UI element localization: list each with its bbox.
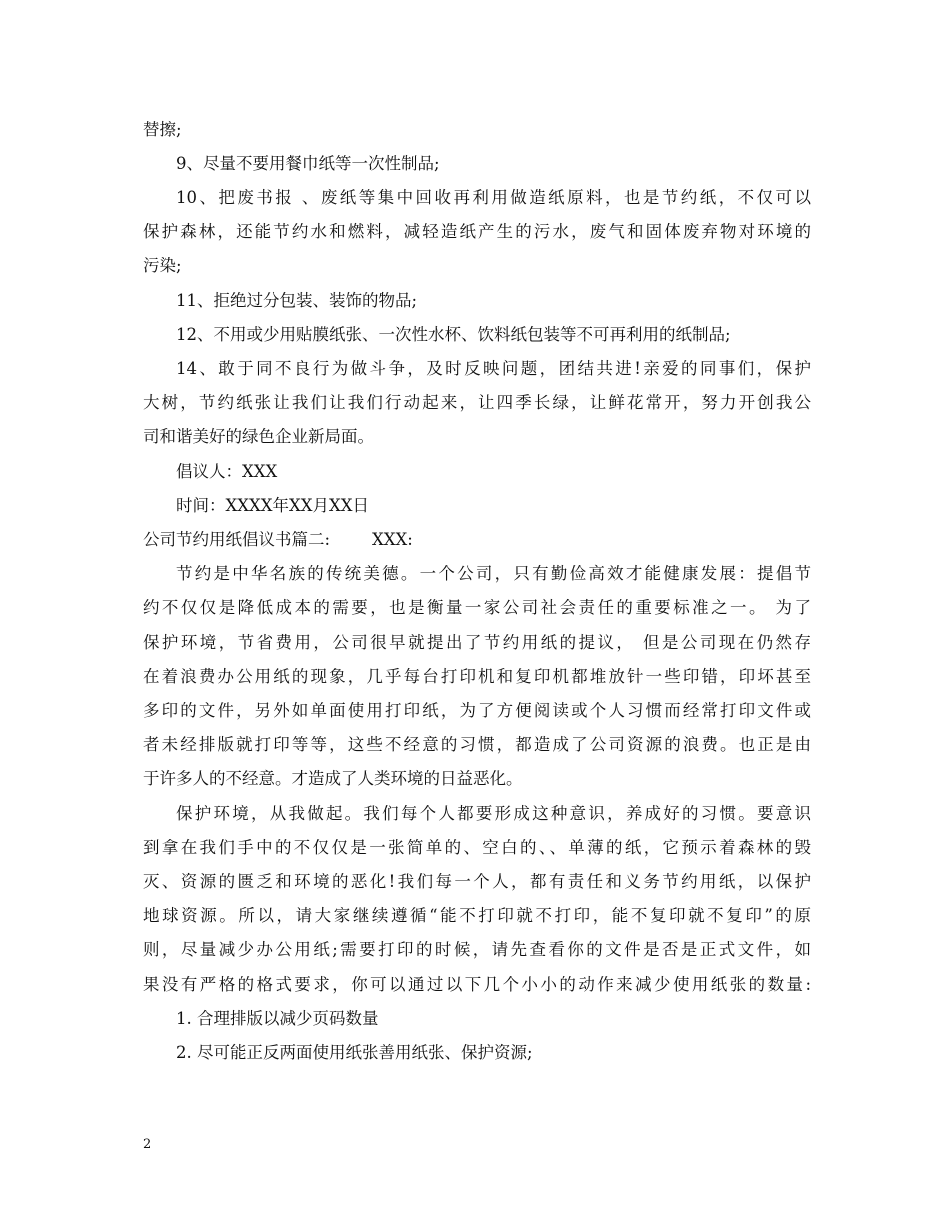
list-item: 1. 合理排版以减少页码数量 bbox=[176, 1009, 379, 1028]
text-line: 污染; bbox=[143, 256, 182, 275]
text-line: 大树，节约纸张让我们让我们行动起来，让四季长绿，让鲜花常开，努力开创我公 bbox=[143, 393, 811, 412]
text-line: 者未经排版就打印等等，这些不经意的习惯，都造成了公司资源的浪费。也正是由 bbox=[143, 735, 811, 754]
text-line: 到拿在我们手中的不仅仅是一张简单的、空白的、、单薄的纸，它预示着森林的毁 bbox=[143, 838, 811, 857]
text-line: 约不仅仅是降低成本的需要，也是衡量一家公司社会责任的重要标准之一。 为了 bbox=[143, 598, 811, 617]
text-line: 替擦; bbox=[143, 120, 182, 139]
page-number: 2 bbox=[143, 1137, 152, 1152]
list-item: 2. 尽可能正反两面使用纸张善用纸张、保护资源; bbox=[176, 1043, 533, 1062]
text-line: 司和谐美好的绿色企业新局面。 bbox=[143, 427, 374, 446]
text-line: 多印的文件，另外如单面使用打印纸，为了方便阅读或个人习惯而经常打印文件或 bbox=[143, 701, 811, 720]
section-heading: 公司节约用纸倡议书篇二: XXX: bbox=[143, 530, 413, 549]
text-line: 保护森林，还能节约水和燃料，减轻造纸产生的污水，废气和固体废弃物对环境的 bbox=[143, 222, 811, 241]
text-line: 在着浪费办公用纸的现象，几乎每台打印机和复印机都堆放针一些印错，印坏甚至 bbox=[143, 667, 811, 686]
text-line: 时间：XXXX年XX月XX日 bbox=[176, 496, 369, 515]
text-line: 灭、资源的匮乏和环境的恶化!我们每一个人，都有责任和义务节约用纸，以保护 bbox=[143, 872, 811, 891]
text-line: 10、把废书报 、废纸等集中回收再利用做造纸原料，也是节约纸，不仅可以 bbox=[176, 188, 811, 207]
text-line: 则，尽量减少办公用纸;需要打印的时候，请先查看你的文件是否是正式文件，如 bbox=[143, 940, 811, 959]
text-line: 12、不用或少用贴膜纸张、一次性水杯、饮料纸包装等不可再利用的纸制品; bbox=[176, 325, 731, 344]
text-line: 9、尽量不要用餐巾纸等一次性制品; bbox=[176, 154, 440, 173]
text-line: 保护环境，节省费用，公司很早就提出了节约用纸的提议， 但是公司现在仍然存 bbox=[143, 633, 811, 652]
text-line: 地球资源。所以，请大家继续遵循“能不打印就不打印，能不复印就不复印”的原 bbox=[143, 906, 811, 925]
text-line: 果没有严格的格式要求，你可以通过以下几个小小的动作来减少使用纸张的数量: bbox=[143, 975, 811, 994]
text-line: 11、拒绝过分包装、装饰的物品; bbox=[176, 291, 418, 310]
text-line: 保护环境，从我做起。我们每个人都要形成这种意识，养成好的习惯。要意识 bbox=[176, 804, 811, 823]
text-line: 节约是中华名族的传统美德。一个公司，只有勤俭高效才能健康发展：提倡节 bbox=[176, 564, 811, 583]
text-line: 14、敢于同不良行为做斗争，及时反映问题，团结共进!亲爱的同事们，保护 bbox=[176, 359, 811, 378]
text-line: 倡议人：XXX bbox=[176, 462, 278, 481]
text-line: 于许多人的不经意。才造成了人类环境的日益恶化。 bbox=[143, 769, 523, 788]
